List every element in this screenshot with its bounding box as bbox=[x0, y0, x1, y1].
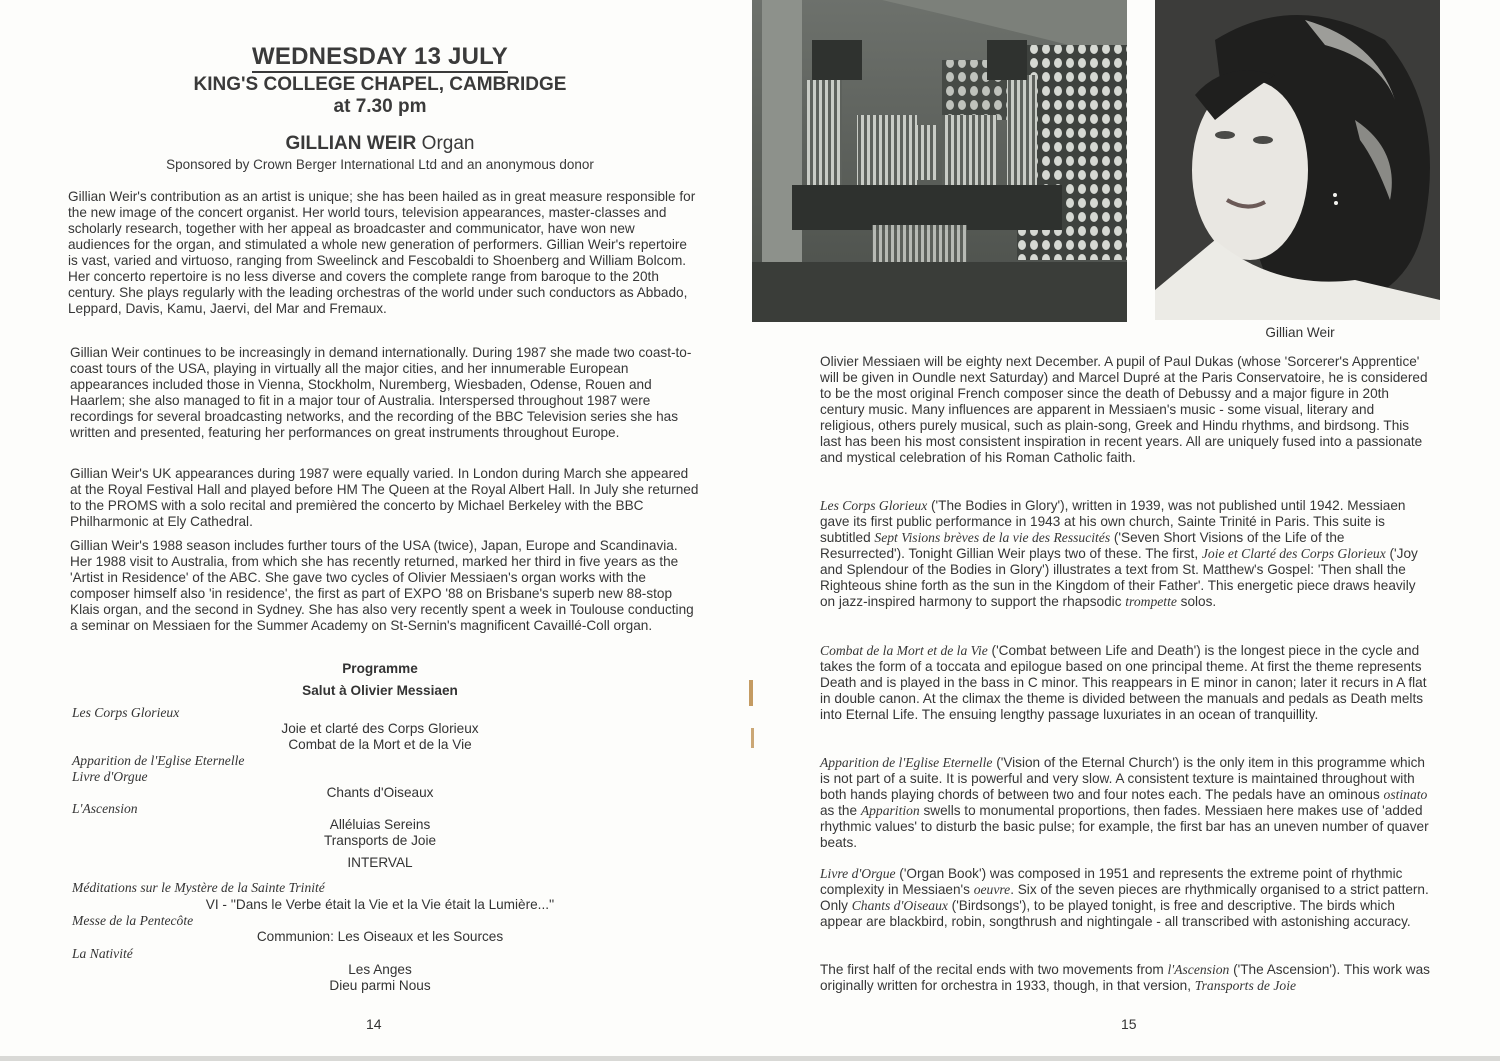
programme-movement: Transports de Joie bbox=[323, 833, 437, 848]
biography-paragraph: Gillian Weir continues to be increasingly in demand internationally. During 1987 she made two coast-to-coast tours of the USA, playing in virtually all the major cities, and her innumerable European appearances included those in Vienna, Stockholm, Nuremberg, Wiesbaden, Odense, Rouen and Haarlem; she also managed to fit in a major tour of Australia. Interspersed throughout 1987 were recordings for several broadcasting networks, and the recording of the BBC Television series she has written and presented, featuring her performances on great instruments throughout Europe. bbox=[70, 345, 692, 440]
programme-work: Les Corps Glorieux bbox=[72, 705, 180, 720]
performer-name: GILLIAN WEIR bbox=[285, 133, 417, 154]
organ-photo bbox=[752, 0, 1127, 322]
notes-text: ('Seven Short Visions of the Life of the Resurrected'). Tonight Gillian Weir plays two of these. The first, bbox=[820, 530, 1345, 561]
notes-text: ('Vision of the Eternal Church') is the only item in this programme which is not part of a suite. It is powerful and very slow. A consistent texture is maintained throughout with both hands playing chords of between two and four notes each. The pedals have an ominous bbox=[820, 755, 1425, 802]
notes-text: as the bbox=[820, 803, 861, 818]
programme-movement: Combat de la Mort et de la Vie bbox=[288, 737, 472, 752]
programme-movement: Dieu parmi Nous bbox=[329, 978, 431, 993]
portrait-photo bbox=[1155, 0, 1440, 320]
notes-text: The first half of the recital ends with two movements from bbox=[820, 962, 1168, 977]
work-title: Combat de la Mort et de la Vie bbox=[820, 643, 988, 658]
work-subtitle: Sept Visions brèves de la vie des Ressucités bbox=[874, 530, 1111, 545]
programme-movement: Communion: Les Oiseaux et les Sources bbox=[256, 929, 504, 944]
programme-work: L'Ascension bbox=[72, 801, 138, 816]
programme-work: Méditations sur le Mystère de la Sainte Trinité bbox=[72, 880, 325, 895]
photo-caption: Gillian Weir bbox=[1265, 325, 1335, 340]
concert-date-text: WEDNESDAY 13 JULY bbox=[252, 43, 508, 73]
programme-work: Livre d'Orgue bbox=[72, 769, 148, 784]
notes-paragraph: Olivier Messiaen will be eighty next December. A pupil of Paul Dukas (whose 'Sorcerer's Apprentice' will be given in Oundle next Saturday) and Marcel Dupré at the Paris Conservatoire, he is considered to be the most original French composer since the death of Debussy and a major figure in 20th century music. Many influences are apparent in Messiaen's music - some visual, literary and religious, others purely musical, such as plain-song, Greek and Hindu rhythms, and birdsong. This last has been his most consistent inspiration in recent years. All are uniquely fused into a passionate and mystical celebration of his Roman Catholic faith. bbox=[820, 354, 1428, 465]
work-title: Chants d'Oiseaux bbox=[851, 898, 948, 913]
interval-label: INTERVAL bbox=[347, 855, 413, 870]
notes-text: swells to monumental proportions, then fades. Messiaen here makes use of 'added rhythmic values' to disturb the basic pulse; for example, the first bar has an uneven number of quaver beats. bbox=[820, 803, 1429, 850]
notes-text: ('The Bodies in Glory'), written in 1939, was not published until 1942. Messiaen gave its first public performance in 1943 at his own church, Sainte Trinité in Paris. This suite is subtitled bbox=[820, 498, 1406, 545]
concert-venue: KING'S COLLEGE CHAPEL, CAMBRIDGE bbox=[193, 74, 567, 95]
performer-instrument: Organ bbox=[416, 133, 475, 154]
programme-subtitle: Salut à Olivier Messiaen bbox=[302, 683, 458, 698]
concert-date bbox=[60, 43, 700, 71]
page-number: 15 bbox=[1121, 1016, 1137, 1032]
notes-text: solos. bbox=[1176, 594, 1217, 609]
notes-text: ('Birdsongs'), to be played tonight, is free and descriptive. The birds which appear are blackbird, robin, songthrush and nightingale - all transcribed with astonishing accuracy. bbox=[820, 898, 1411, 929]
work-title: Les Corps Glorieux bbox=[820, 498, 928, 513]
biography-paragraph: Gillian Weir's 1988 season includes further tours of the USA (twice), Japan, Europe and Scandinavia. Her 1988 visit to Australia, from which she has recently returned, marked her third in five years as the 'Artist in Residence' of the ABC. She gave two cycles of Olivier Messiaen's organ works with the composer himself also 'in residence', the first as part of EXPO '88 on Brisbane's superb new 88-stop Klais organ, and the second in Sydney. She has also very recently spent a week in Toulouse conducting a seminar on Messiaen for the Summer Academy on St-Sernin's magnificent Cavaillé-Coll organ. bbox=[70, 538, 694, 633]
italic-term: trompette bbox=[1125, 594, 1177, 609]
notes-text: ('Organ Book') was composed in 1951 and represents the extreme point of rhythmic complexity in Messiaen's bbox=[820, 866, 1403, 897]
concert-time: at 7.30 pm bbox=[333, 96, 427, 117]
notes-paragraph bbox=[820, 498, 1432, 610]
programme-movement: VI - ''Dans le Verbe était la Vie et la Vie était la Lumière...'' bbox=[205, 897, 555, 912]
work-title: Apparition de l'Eglise Eternelle bbox=[820, 755, 993, 770]
italic-term: ostinato bbox=[1383, 787, 1428, 802]
page-edge bbox=[0, 1056, 1500, 1061]
programme-movement: Alléluias Sereins bbox=[329, 817, 431, 832]
page-number: 14 bbox=[366, 1016, 382, 1032]
programme-movement: Chants d'Oiseaux bbox=[326, 785, 434, 800]
notes-text: ('Combat between Life and Death') is the longest piece in the cycle and takes the form of a toccata and epilogue based on one principal theme. At first the theme represents Death and is played in the bass in C minor. This reappears in E minor in canon; later it recurs in A flat in double canon. At the climax the theme is divided between the manuals and pedals as Death melts into Eternal Life. The ensuing lengthy passage luxuriates in an ocean of tranquillity. bbox=[820, 643, 1427, 722]
portrait-photo-image bbox=[1155, 0, 1440, 320]
work-title: l'Ascension bbox=[1167, 962, 1230, 977]
paper-stain bbox=[751, 728, 754, 748]
biography-paragraph: Gillian Weir's contribution as an artist is unique; she has been hailed as in great measure responsible for the new image of the concert organist. Her world tours, television appearances, master-classes and scholarly research, together with her appeal as broadcaster and communicator, have won new audiences for the organ, and stimulated a whole new generation of performers. Gillian Weir's repertoire is vast, varied and virtuoso, ranging from Sweelinck and Fescobaldi to Shoenberg and William Bolcom. Her concerto repertoire is no less diverse and covers the complete range from baroque to the 20th century. She plays regularly with the leading orchestras of the world under such conductors as Abbado, Leppard, Davis, Kamu, Jaervi, del Mar and Fremaux. bbox=[68, 189, 696, 316]
work-title: Joie et Clarté des Corps Glorieux bbox=[1201, 546, 1386, 561]
performer-line bbox=[60, 133, 700, 155]
notes-paragraph bbox=[820, 866, 1432, 930]
left-page bbox=[0, 0, 750, 1056]
programme-movement: Joie et clarté des Corps Glorieux bbox=[281, 721, 479, 736]
programme-work: La Nativité bbox=[72, 946, 133, 961]
notes-paragraph bbox=[820, 643, 1432, 723]
notes-paragraph bbox=[820, 962, 1432, 994]
organ-photo-image bbox=[752, 0, 1127, 322]
notes-paragraph bbox=[820, 755, 1432, 851]
biography-paragraph: Gillian Weir's UK appearances during 1987 were equally varied. In London during March she appeared at the Royal Festival Hall and played before HM The Queen at the Royal Albert Hall. In July she returned to the PROMS with a solo recital and premièred the concerto by Michael Berkeley with the BBC Philharmonic at Ely Cathedral. bbox=[70, 466, 699, 529]
programme-work: Apparition de l'Eglise Eternelle bbox=[72, 753, 245, 768]
notes-text: . Six of the seven pieces are rhythmically organised to a strict pattern. Only bbox=[820, 882, 1429, 913]
italic-term: Apparition bbox=[860, 803, 920, 818]
notes-text: ('Joy and Splendour of the Bodies in Glory') illustrates a text from St. Matthew's Gospel: 'Then shall the Righteous shine forth as the sun in the Kingdom of their Father'. This energetic piece draws heavily on jazz-inspired harmony to support the rhapsodic bbox=[820, 546, 1418, 609]
programme-movement: Les Anges bbox=[348, 962, 412, 977]
programme-work: Messe de la Pentecôte bbox=[72, 913, 194, 928]
italic-term: oeuvre bbox=[973, 882, 1011, 897]
work-title: Transports de Joie bbox=[1194, 978, 1296, 993]
paper-stain bbox=[749, 680, 753, 706]
notes-text: ('The Ascension'). This work was originally written for orchestra in 1933, though, in that version, bbox=[820, 962, 1430, 993]
sponsor-line: Sponsored by Crown Berger International Ltd and an anonymous donor bbox=[166, 157, 594, 172]
programme-title: Programme bbox=[342, 661, 418, 676]
work-title: Livre d'Orgue bbox=[820, 866, 896, 881]
